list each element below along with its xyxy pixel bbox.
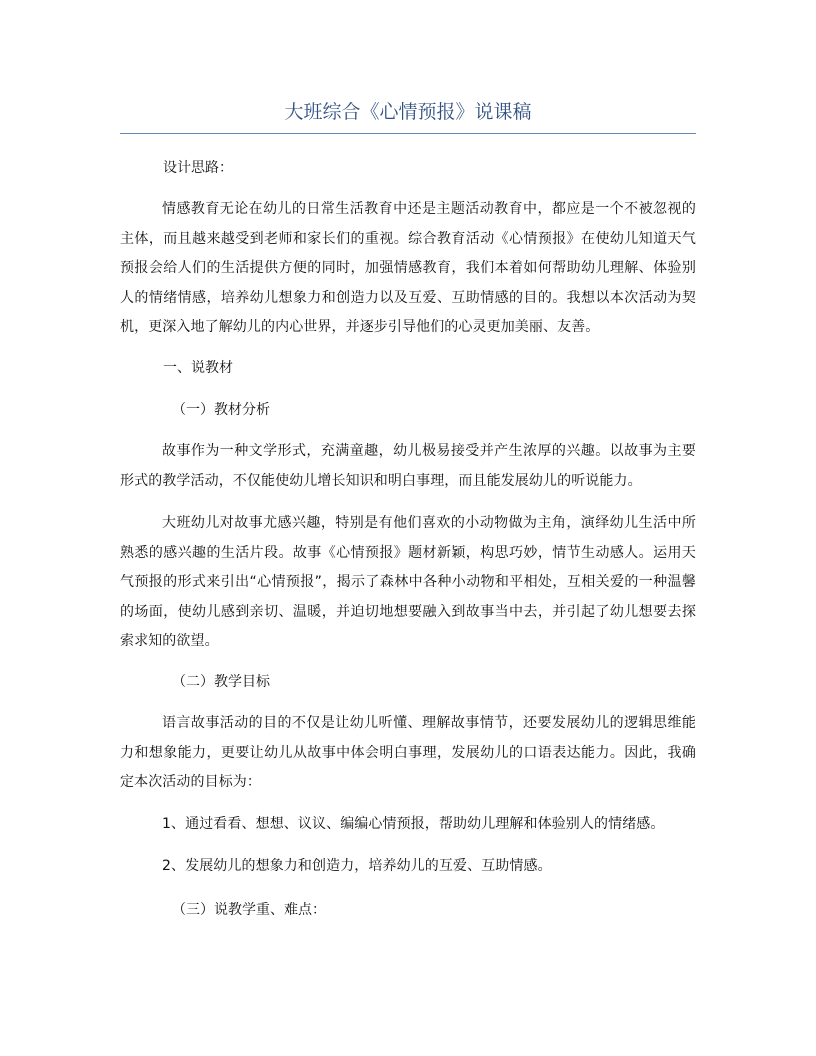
document-title: 大班综合《心情预报》说课稿 bbox=[284, 101, 532, 123]
goal-item-2: 2、发展幼儿的想象力和创造力，培养幼儿的互爱、互助情感。 bbox=[162, 858, 552, 874]
title-underline bbox=[120, 133, 696, 134]
subsection-heading-teaching-goals: （二）教学目标 bbox=[172, 674, 270, 690]
material-analysis-paragraph-2: 大班幼儿对故事尤感兴趣，特别是有他们喜欢的小动物做为主角，演绎幼儿生活中所熟悉的感兴趣的生活片段。故事《心情预报》题材新颖，构思巧妙，情节生动感人。运用天气预报的形式来引出“心情预报”，揭示了森林中各种小动物和平相处，互相关爱的一种温馨的场面，使幼儿感到亲切、温暖，并迫切地想要融入到故事当中去，并引起了幼儿想要去探索求知的欲望。 bbox=[120, 515, 696, 649]
subsection-heading-key-points: （三）说教学重、难点： bbox=[172, 902, 326, 918]
subsection-heading-material-analysis: （一）教材分析 bbox=[172, 402, 270, 418]
goal-item-1: 1、通过看看、想想、议议、编编心情预报，帮助幼儿理解和体验别人的情绪感。 bbox=[162, 816, 665, 832]
material-analysis-paragraph-1: 故事作为一种文学形式，充满童趣，幼儿极易接受并产生浓厚的兴趣。以故事为主要形式的教学活动，不仅能使幼儿增长知识和明白事理，而且能发展幼儿的听说能力。 bbox=[120, 443, 696, 489]
design-paragraph: 情感教育无论在幼儿的日常生活教育中还是主题活动教育中，都应是一个不被忽视的主体，而且越来越受到老师和家长们的重视。综合教育活动《心情预报》在使幼儿知道天气预报会给人们的生活提供方便的同时，加强情感教育，我们本着如何帮助幼儿理解、体验别人的情绪情感，培养幼儿想象力和创造力以及互爱、互助情感的目的。我想以本次活动为契机，更深入地了解幼儿的内心世界，并逐步引导他们的心灵更加美丽、友善。 bbox=[120, 201, 696, 335]
design-label: 设计思路： bbox=[163, 160, 233, 176]
teaching-goals-paragraph: 语言故事活动的目的不仅是让幼儿听懂、理解故事情节，还要发展幼儿的逻辑思维能力和想象能力，更要让幼儿从故事中体会明白事理，发展幼儿的口语表达能力。因此，我确定本次活动的目标为： bbox=[120, 715, 696, 790]
section-heading-teaching-material: 一、说教材 bbox=[163, 360, 233, 376]
